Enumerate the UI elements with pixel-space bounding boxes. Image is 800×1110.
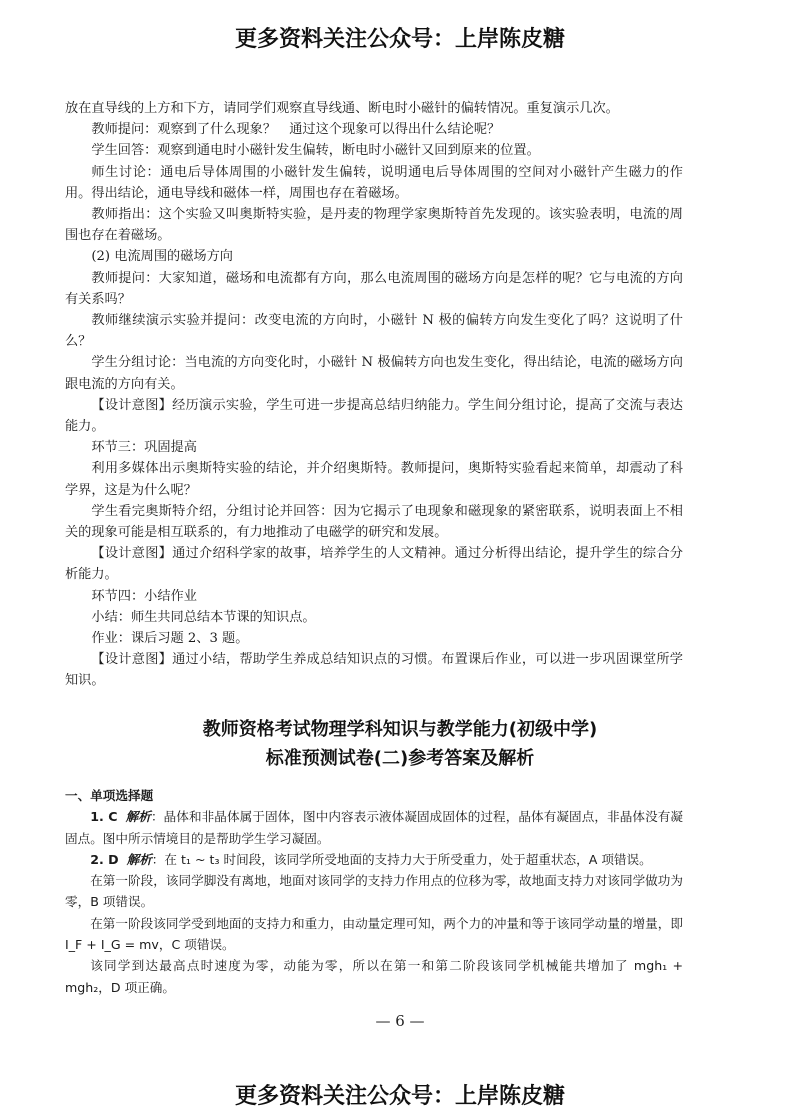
paragraph: 教师继续演示实验并提问：改变电流的方向时，小磁针 N 极的偏转方向发生变化了吗？这说明了什么？ — [65, 313, 683, 350]
paragraph: 作业：课后习题 2、3 题。 — [91, 631, 249, 647]
answers-section — [65, 785, 683, 998]
design-intent: 【设计意图】经历演示实验，学生可进一步提高总结归纳能力。学生间分组讨论，提高了交流与表达能力。 — [65, 397, 683, 435]
paragraph: 师生讨论：通电后导体周围的小磁针发生偏转，说明通电后导体周围的空间对小磁针产生磁力的作用。得出结论，通电导线和磁体一样，周围也存在着磁场。 — [65, 164, 683, 201]
paragraph: 教师指出：这个实验又叫奥斯特实验，是丹麦的物理学家奥斯特首先发现的。该实验表明，电流的周围也存在着磁场。 — [65, 207, 683, 244]
paragraph: 利用多媒体出示奥斯特实验的结论，并介绍奥斯特。教师提问，奥斯特实验看起来简单，却震动了科学界，这是为什么呢？ — [65, 461, 683, 498]
answer-2-part-b: 在第一阶段，该同学脚没有离地，地面对该同学的支持力作用点的位移为零，故地面支持力对该同学做功为零，B 项错误。 — [65, 873, 683, 910]
design-intent: 【设计意图】通过小结，帮助学生养成总结知识点的习惯。布置课后作业，可以进一步巩固课堂所学知识。 — [65, 652, 683, 689]
section-title: 一、单项选择题 — [65, 788, 154, 803]
paragraph: 教师提问：大家知道，磁场和电流都有方向，那么电流周围的磁场方向是怎样的呢？它与电流的方向有关系吗？ — [65, 270, 683, 307]
subheading: 环节四：小结作业 — [91, 588, 197, 604]
paragraph: 学生回答：观察到通电时小磁针发生偏转，断电时小磁针又回到原来的位置。 — [91, 143, 540, 159]
answer-number: 1. C — [90, 809, 118, 825]
answer-text: ：晶体和非晶体属于固体，图中内容表示液体凝固成固体的过程，晶体有凝固点，非晶体没有凝固点。图中所示情境目的是帮助学生学习凝固。 — [65, 809, 683, 846]
answer-title-line2: 标准预测试卷(二)参考答案及解析 — [265, 748, 535, 769]
design-intent: 【设计意图】通过介绍科学家的故事，培养学生的人文精神。通过分析得出结论，提升学生的综合分析能力。 — [65, 546, 683, 583]
subheading: (2) 电流周围的磁场方向 — [91, 249, 233, 265]
answer-1 — [65, 806, 683, 849]
paragraph: 小结：师生共同总结本节课的知识点。 — [91, 609, 316, 625]
header-watermark: 更多资料关注公众号：上岸陈皮糖 — [234, 27, 565, 52]
analysis-label: 解析 — [125, 809, 151, 825]
paragraph: 教师提问：观察到了什么现象？ 通过这个现象可以得出什么结论呢？ — [91, 122, 501, 138]
paragraph: 学生分组讨论：当电流的方向变化时，小磁针 N 极偏转方向也发生变化，得出结论，电流的磁场方向跟电流的方向有关。 — [65, 355, 683, 392]
answer-number: 2. D — [90, 851, 119, 867]
footer-watermark: 更多资料关注公众号：上岸陈皮糖 — [234, 1084, 565, 1109]
paragraph: 学生看完奥斯特介绍，分组讨论并回答：因为它揭示了电现象和磁现象的紧密联系，说明表面上不相关的现象可能是相互联系的，有力地推动了电磁学的研究和发展。 — [65, 503, 683, 541]
subheading: 环节三：巩固提高 — [91, 440, 197, 456]
page-number: — 6 — — [375, 1012, 425, 1030]
answer-2-part-d: 该同学到达最高点时速度为零，动能为零，所以在第一和第二阶段该同学机械能共增加了 mgh₁ + mgh₂，D 项正确。 — [65, 958, 683, 995]
answer-title-line1: 教师资格考试物理学科知识与教学能力(初级中学) — [202, 719, 598, 740]
answer-text: ：在 t₁ ~ t₃ 时间段，该同学所受地面的支持力大于所受重力，处于超重状态，A 项错误。 — [151, 851, 652, 867]
analysis-label: 解析 — [126, 851, 152, 867]
paragraph: 放在直导线的上方和下方，请同学们观察直导线通、断电时小磁针的偏转情况。重复演示几次。 — [65, 101, 619, 116]
answer-2-part-c: 在第一阶段该同学受到地面的支持力和重力，由动量定理可知，两个力的冲量和等于该同学动量的增量，即 I_F + I_G = mv，C 项错误。 — [65, 915, 683, 953]
answer-2 — [65, 849, 683, 870]
lesson-plan-body — [65, 98, 683, 692]
